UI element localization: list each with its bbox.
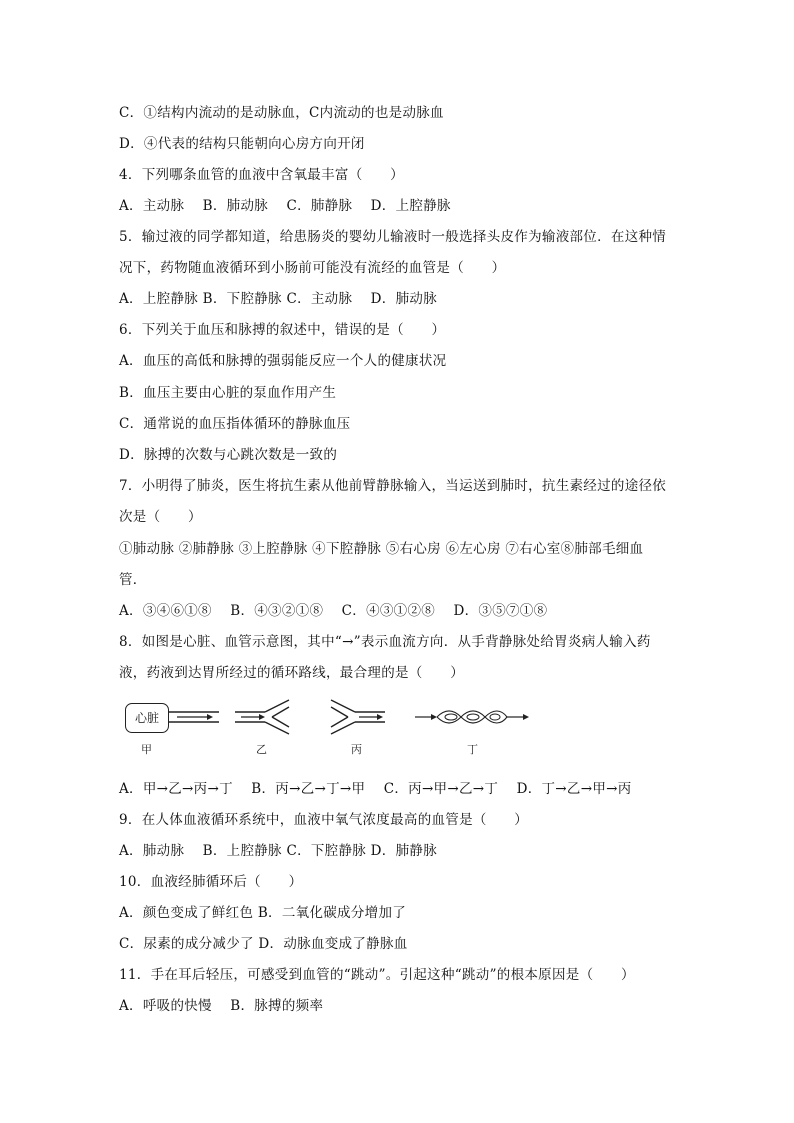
question-10: 10．血液经肺循环后（ ）: [119, 874, 303, 890]
question-7-items-cont: 管．: [119, 572, 147, 588]
question-6-option-a: A．血压的高低和脉搏的强弱能反应一个人的健康状况: [119, 353, 447, 369]
caption-ding: 丁: [467, 743, 478, 756]
question-9-options: A．肺动脉 B．上腔静脉 C．下腔静脉 D．肺静脉: [119, 843, 437, 859]
question-9: 9．在人体血液循环系统中，血液中氧气浓度最高的血管是（ ）: [119, 812, 529, 828]
question-4-options: A．主动脉 B．肺动脉 C．肺静脉 D．上腔静脉: [119, 198, 451, 214]
text-line: C．①结构内流动的是动脉血，C内流动的也是动脉血: [119, 105, 444, 121]
caption-jia: 甲: [141, 743, 152, 756]
question-7: 7．小明得了肺炎，医生将抗生素从他前臂静脉输入，当运送到肺时，抗生素经过的途径依: [119, 478, 667, 494]
question-7-options: A．③④⑥①⑧ B．④③②①⑧ C．④③①②⑧ D．③⑤⑦①⑧: [119, 603, 548, 619]
question-7-items: ①肺动脉 ②肺静脉 ③上腔静脉 ④下腔静脉 ⑤右心房 ⑥左心房 ⑦右心室⑧肺部毛细血: [119, 541, 644, 557]
question-11: 11．手在耳后轻压，可感受到血管的“跳动”。引起这种“跳动”的根本原因是（ ）: [119, 967, 635, 983]
question-11-options: A．呼吸的快慢 B．脉搏的频率: [119, 998, 324, 1014]
question-8-options: A．甲→乙→丙→丁 B．丙→乙→丁→甲 C．丙→甲→乙→丁 D．丁→乙→甲→丙: [119, 781, 632, 797]
question-6-option-b: B．血压主要由心脏的泵血作用产生: [119, 385, 337, 401]
heart-box: 心脏: [125, 703, 169, 733]
question-4: 4．下列哪条血管的血液中含氧最丰富（ ）: [119, 167, 404, 183]
caption-bing: 丙: [351, 743, 362, 756]
question-7-cont: 次是（ ）: [119, 509, 202, 525]
question-10-options-cd: C．尿素的成分减少了 D．动脉血变成了静脉血: [119, 936, 408, 952]
question-10-options-ab: A．颜色变成了鲜红色 B．二氧化碳成分增加了: [119, 905, 407, 921]
heart-vessel-figure: [119, 697, 675, 759]
caption-yi: 乙: [256, 743, 267, 756]
question-5-options: A．上腔静脉 B．下腔静脉 C．主动脉 D．肺动脉: [119, 291, 437, 307]
question-6: 6．下列关于血压和脉搏的叙述中，错误的是（ ）: [119, 322, 446, 338]
text-line: D．④代表的结构只能朝向心房方向开闭: [119, 136, 365, 152]
question-6-option-d: D．脉搏的次数与心跳次数是一致的: [119, 447, 338, 463]
question-8: 8．如图是心脏、血管示意图，其中“→”表示血流方向．从手背静脉处给胃炎病人输入药: [119, 634, 651, 650]
question-8-cont: 液，药液到达胃所经过的循环路线，最合理的是（ ）: [119, 665, 464, 681]
question-5-cont: 况下，药物随血液循环到小肠前可能没有流经的血管是（ ）: [119, 260, 506, 276]
question-6-option-c: C．通常说的血压指体循环的静脉血压: [119, 416, 351, 432]
figure-drawing: [119, 697, 675, 741]
question-5: 5．输过液的同学都知道，给患肠炎的婴幼儿输液时一般选择头皮作为输液部位．在这种情: [119, 229, 667, 245]
